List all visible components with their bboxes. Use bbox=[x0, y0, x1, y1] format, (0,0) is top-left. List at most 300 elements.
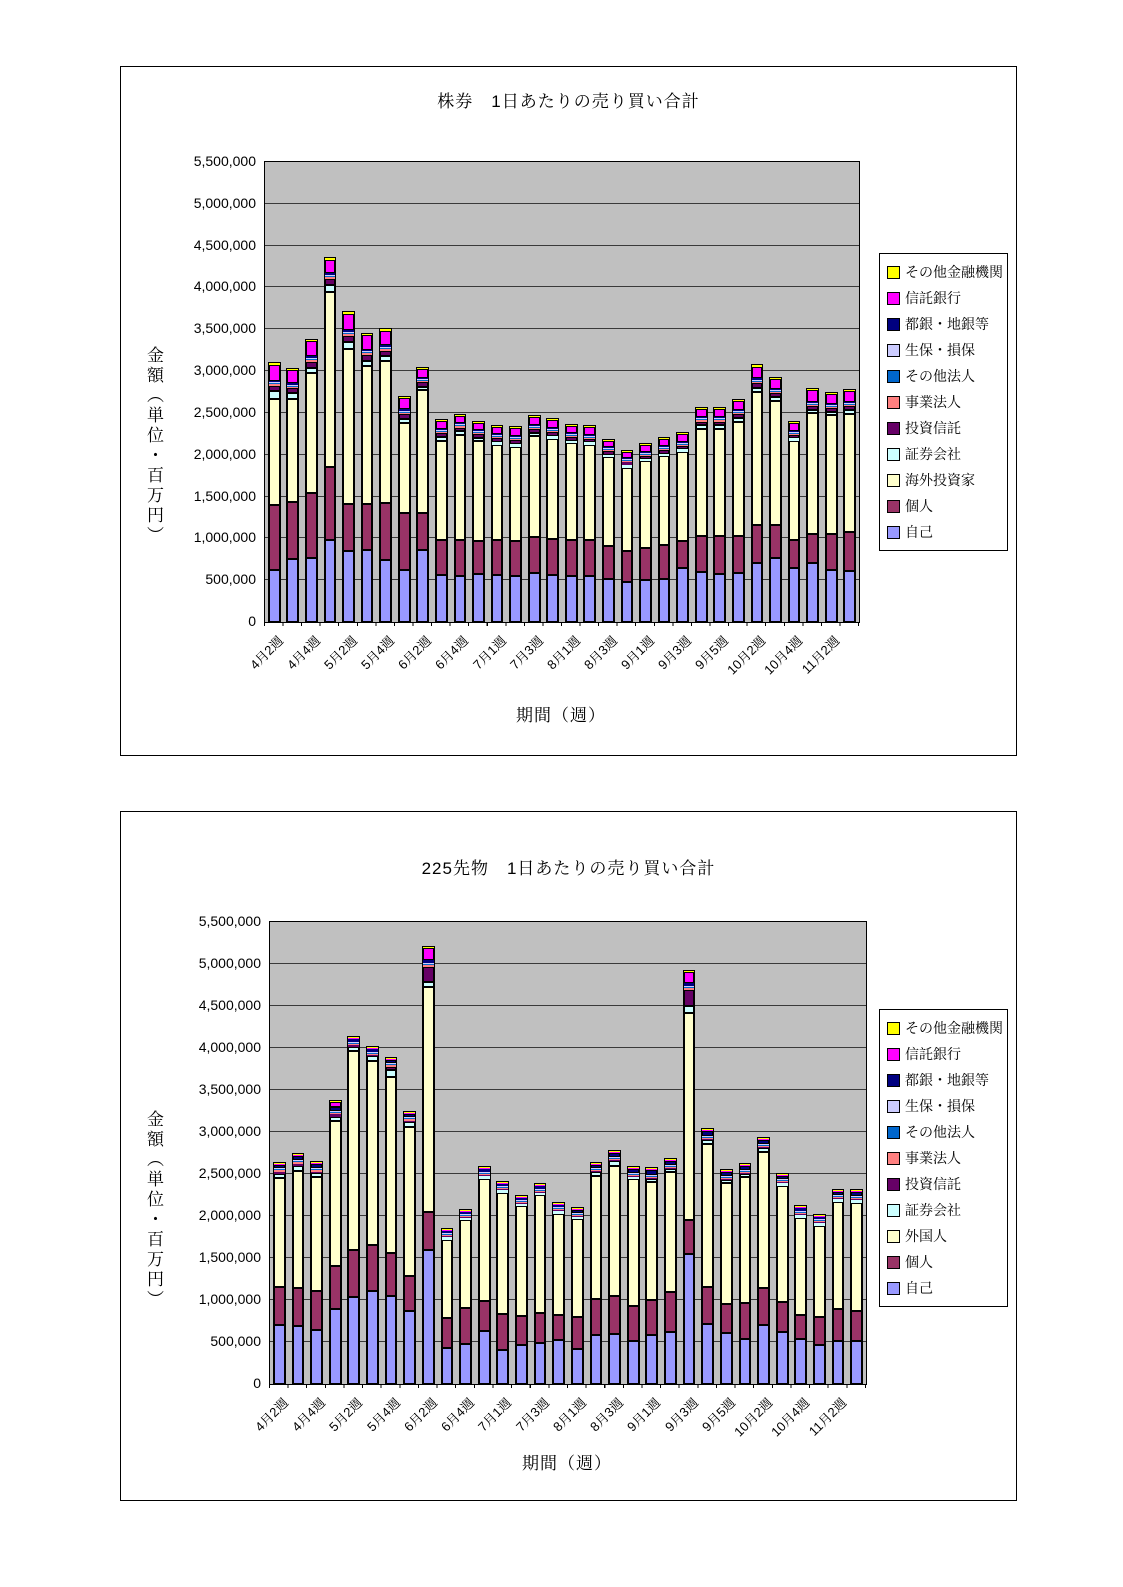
bar-slot bbox=[488, 162, 507, 622]
x-tick-label: 10月2週 bbox=[730, 1395, 776, 1440]
legend-swatch-icon bbox=[887, 1230, 900, 1243]
stacked-bar bbox=[777, 1174, 788, 1384]
y-tick-label: 0 bbox=[253, 1375, 261, 1391]
y-tick-label: 4,000,000 bbox=[198, 1039, 261, 1055]
bar-segment-外国人 bbox=[442, 1240, 453, 1319]
bar-segment-信託銀行 bbox=[714, 409, 725, 417]
x-tick-label: 4月4週 bbox=[289, 1395, 329, 1435]
y-tick-label: 3,500,000 bbox=[198, 1081, 261, 1097]
bar-slot bbox=[587, 922, 606, 1384]
bar-segment-外国人 bbox=[293, 1171, 304, 1289]
bar-segment-自己 bbox=[386, 1296, 397, 1384]
x-tick-label: 6月4週 bbox=[432, 633, 472, 673]
bar-slot bbox=[525, 162, 544, 622]
bar-segment-自己 bbox=[274, 1325, 285, 1384]
y-tick-label: 1,000,000 bbox=[198, 1291, 261, 1307]
bar-segment-個人 bbox=[274, 1287, 285, 1325]
y-tick-label: 500,000 bbox=[210, 1333, 261, 1349]
bar-segment-自己 bbox=[417, 550, 428, 622]
bar-segment-自己 bbox=[497, 1350, 508, 1384]
stacked-bar bbox=[436, 420, 447, 622]
bar-segment-自己 bbox=[529, 573, 540, 622]
bar-segment-信託銀行 bbox=[659, 439, 670, 446]
bar-segment-個人 bbox=[758, 1288, 769, 1325]
bar-segment-自己 bbox=[330, 1309, 341, 1384]
bar-slot bbox=[618, 162, 637, 622]
bar-segment-個人 bbox=[293, 1288, 304, 1326]
stacked-bar bbox=[646, 1168, 657, 1384]
bar-segment-外国人 bbox=[553, 1214, 564, 1316]
x-tick-label: 9月1週 bbox=[624, 1395, 664, 1435]
legend-item-信託銀行 bbox=[887, 285, 1003, 311]
stacked-bar bbox=[287, 369, 298, 622]
stacked-bar bbox=[696, 408, 707, 622]
bar-segment-自己 bbox=[572, 1349, 583, 1384]
bar-slot bbox=[736, 922, 755, 1384]
bar-segment-個人 bbox=[417, 513, 428, 550]
bar-segment-海外投資家 bbox=[789, 441, 800, 540]
x-tick-label: 4月4週 bbox=[283, 633, 324, 673]
bar-slot bbox=[376, 162, 395, 622]
bar-segment-外国人 bbox=[684, 1013, 695, 1220]
bar-slot bbox=[307, 922, 326, 1384]
stacked-bar bbox=[274, 1163, 285, 1385]
bar-slot bbox=[475, 922, 494, 1384]
legend-swatch-icon bbox=[887, 526, 900, 539]
legend-label: 証券会社 bbox=[905, 446, 961, 462]
bar-slot bbox=[643, 922, 662, 1384]
legend-item-投資信託 bbox=[887, 1171, 1003, 1197]
stacked-bar bbox=[343, 312, 354, 622]
bar-segment-海外投資家 bbox=[659, 456, 670, 545]
bar-segment-自己 bbox=[293, 1326, 304, 1384]
legend-item-生保・損保 bbox=[887, 337, 1003, 363]
bar-segment-自己 bbox=[460, 1344, 471, 1384]
bar-segment-信託銀行 bbox=[844, 391, 855, 402]
bar-segment-自己 bbox=[547, 575, 558, 622]
y-tick-label: 4,500,000 bbox=[198, 997, 261, 1013]
bar-segment-個人 bbox=[721, 1304, 732, 1333]
bar-segment-個人 bbox=[386, 1253, 397, 1296]
bar-segment-個人 bbox=[269, 505, 280, 570]
bar-segment-自己 bbox=[603, 579, 614, 622]
bar-segment-自己 bbox=[404, 1311, 415, 1384]
stacked-bar bbox=[460, 1210, 471, 1384]
stacked-bar bbox=[640, 444, 651, 622]
bar-segment-信託銀行 bbox=[677, 434, 688, 442]
bar-segment-信託銀行 bbox=[436, 421, 447, 428]
legend-swatch-icon bbox=[887, 1204, 900, 1217]
legend-label: 自己 bbox=[905, 524, 933, 540]
stacked-bar bbox=[702, 1129, 713, 1384]
legend-item-その他金融機関 bbox=[887, 1015, 1003, 1041]
bar-segment-自己 bbox=[553, 1340, 564, 1384]
bar-segment-個人 bbox=[752, 525, 763, 563]
bar-segment-外国人 bbox=[851, 1203, 862, 1311]
stacked-bar bbox=[510, 427, 521, 622]
bar-segment-信託銀行 bbox=[417, 369, 428, 378]
bar-segment-信託銀行 bbox=[362, 335, 373, 350]
x-tick-label: 10月2週 bbox=[724, 633, 769, 678]
legend-item-証券会社 bbox=[887, 441, 1003, 467]
bar-slot bbox=[766, 162, 785, 622]
bar-segment-信託銀行 bbox=[287, 370, 298, 383]
legend-item-証券会社 bbox=[887, 1197, 1003, 1223]
bar-slot bbox=[438, 922, 457, 1384]
legend-swatch-icon bbox=[887, 500, 900, 513]
bar-segment-信託銀行 bbox=[789, 423, 800, 431]
bar-segment-自己 bbox=[826, 570, 837, 622]
stacked-bar bbox=[758, 1138, 769, 1384]
y-tick-label: 2,500,000 bbox=[193, 403, 256, 420]
bar-segment-個人 bbox=[535, 1313, 546, 1342]
bar-segment-個人 bbox=[807, 534, 818, 563]
stacked-bar bbox=[473, 422, 484, 623]
bar-segment-海外投資家 bbox=[436, 441, 447, 541]
bar-slot bbox=[711, 162, 730, 622]
bar-segment-海外投資家 bbox=[510, 447, 521, 542]
stacked-bar bbox=[814, 1215, 825, 1384]
bar-slot bbox=[469, 162, 488, 622]
stacked-bar bbox=[362, 334, 373, 622]
y-tick-label: 3,000,000 bbox=[193, 362, 256, 379]
bar-slot bbox=[456, 922, 475, 1384]
x-tick-label: 10月4週 bbox=[761, 633, 806, 678]
bar-segment-海外投資家 bbox=[603, 457, 614, 546]
bar-segment-個人 bbox=[591, 1299, 602, 1335]
bar-segment-信託銀行 bbox=[603, 441, 614, 448]
legend-swatch-icon bbox=[887, 1256, 900, 1269]
bar-segment-個人 bbox=[826, 534, 837, 570]
stacked-bar bbox=[399, 397, 410, 622]
bar-segment-信託銀行 bbox=[733, 401, 744, 410]
bar-slot bbox=[636, 162, 655, 622]
stacked-bar bbox=[622, 451, 633, 622]
bar-segment-外国人 bbox=[348, 1051, 359, 1251]
bar-segment-個人 bbox=[423, 1212, 434, 1251]
bar-slot bbox=[543, 162, 562, 622]
stacked-bar bbox=[770, 378, 781, 622]
bar-slot bbox=[568, 922, 587, 1384]
bar-segment-個人 bbox=[455, 540, 466, 576]
bar-segment-個人 bbox=[814, 1317, 825, 1345]
stacked-bar bbox=[851, 1190, 862, 1384]
bar-segment-外国人 bbox=[777, 1186, 788, 1302]
bar-segment-海外投資家 bbox=[733, 422, 744, 536]
bar-segment-自己 bbox=[795, 1339, 806, 1384]
futures-plot-area bbox=[269, 921, 867, 1385]
legend-item-信託銀行 bbox=[887, 1041, 1003, 1067]
legend-item-自己 bbox=[887, 1275, 1003, 1301]
stacked-bar bbox=[455, 415, 466, 622]
y-tick-label: 4,000,000 bbox=[193, 278, 256, 295]
bar-segment-個人 bbox=[795, 1315, 806, 1339]
legend-label: その他法人 bbox=[905, 368, 975, 384]
futures-chart bbox=[120, 811, 1017, 1501]
bar-segment-個人 bbox=[442, 1318, 453, 1348]
legend-item-投資信託 bbox=[887, 415, 1003, 441]
stacked-bar bbox=[497, 1182, 508, 1384]
bar-segment-海外投資家 bbox=[473, 441, 484, 541]
bar-slot bbox=[400, 922, 419, 1384]
x-tick-label: 9月1週 bbox=[618, 633, 658, 673]
legend-item-個人 bbox=[887, 1249, 1003, 1275]
bar-slot bbox=[717, 922, 736, 1384]
stacked-bar bbox=[492, 426, 503, 622]
x-tick-label: 6月4週 bbox=[438, 1395, 478, 1435]
bar-segment-自己 bbox=[733, 573, 744, 622]
bar-segment-個人 bbox=[325, 467, 336, 540]
legend-swatch-icon bbox=[887, 396, 900, 409]
bar-segment-証券会社 bbox=[343, 342, 354, 350]
bar-segment-自己 bbox=[380, 560, 391, 622]
x-tick-label: 8月1週 bbox=[543, 633, 584, 673]
x-tick-label: 4月2週 bbox=[251, 1395, 292, 1435]
bar-segment-個人 bbox=[362, 504, 373, 550]
x-tick-label: 7月1週 bbox=[469, 633, 509, 673]
y-tick-label: 3,500,000 bbox=[193, 320, 256, 337]
bar-slot bbox=[512, 922, 531, 1384]
bar-segment-自己 bbox=[721, 1333, 732, 1384]
bar-segment-自己 bbox=[789, 568, 800, 622]
bar-slot bbox=[773, 922, 792, 1384]
bar-segment-個人 bbox=[460, 1308, 471, 1344]
bar-segment-海外投資家 bbox=[807, 413, 818, 534]
legend-swatch-icon bbox=[887, 344, 900, 357]
y-tick-label: 4,500,000 bbox=[193, 236, 256, 253]
legend-item-自己 bbox=[887, 519, 1003, 545]
bar-segment-個人 bbox=[833, 1309, 844, 1341]
bar-segment-外国人 bbox=[367, 1061, 378, 1246]
bar-slot bbox=[624, 922, 643, 1384]
x-tick-label: 5月2週 bbox=[321, 633, 361, 673]
bar-segment-信託銀行 bbox=[529, 417, 540, 425]
x-tick-label: 9月5週 bbox=[692, 633, 732, 673]
legend-item-生保・損保 bbox=[887, 1093, 1003, 1119]
bar-segment-自己 bbox=[287, 559, 298, 622]
bar-slot bbox=[549, 922, 568, 1384]
bar-segment-外国人 bbox=[814, 1226, 825, 1318]
bar-segment-個人 bbox=[436, 540, 447, 575]
bar-slot bbox=[822, 162, 841, 622]
bar-segment-自己 bbox=[584, 576, 595, 622]
legend-swatch-icon bbox=[887, 318, 900, 331]
stock-legend bbox=[879, 253, 1008, 551]
bar-slot bbox=[345, 922, 364, 1384]
bar-segment-信託銀行 bbox=[380, 331, 391, 345]
bar-segment-投資信託 bbox=[684, 990, 695, 1006]
bar-segment-外国人 bbox=[311, 1177, 322, 1290]
bar-segment-個人 bbox=[553, 1315, 564, 1340]
bar-segment-信託銀行 bbox=[826, 394, 837, 404]
bar-segment-海外投資家 bbox=[306, 373, 317, 493]
bar-segment-外国人 bbox=[628, 1179, 639, 1306]
bar-slot bbox=[321, 162, 340, 622]
bar-segment-個人 bbox=[311, 1291, 322, 1330]
bar-segment-海外投資家 bbox=[362, 366, 373, 504]
bar-segment-個人 bbox=[677, 541, 688, 569]
bar-segment-個人 bbox=[622, 551, 633, 582]
bar-segment-自己 bbox=[591, 1335, 602, 1384]
legend-swatch-icon bbox=[887, 370, 900, 383]
bar-segment-自己 bbox=[851, 1341, 862, 1384]
bar-segment-個人 bbox=[348, 1250, 359, 1297]
bar-segment-個人 bbox=[714, 536, 725, 574]
bar-segment-個人 bbox=[659, 545, 670, 578]
legend-item-その他法人 bbox=[887, 363, 1003, 389]
bar-segment-個人 bbox=[844, 532, 855, 571]
legend-swatch-icon bbox=[887, 292, 900, 305]
bar-slot bbox=[451, 162, 470, 622]
bars-row bbox=[265, 162, 859, 622]
legend-label: その他金融機関 bbox=[905, 1020, 1003, 1036]
bar-segment-個人 bbox=[367, 1245, 378, 1290]
legend-item-その他金融機関 bbox=[887, 259, 1003, 285]
bar-segment-外国人 bbox=[274, 1178, 285, 1287]
bar-segment-海外投資家 bbox=[325, 292, 336, 468]
stacked-bar bbox=[833, 1190, 844, 1384]
bar-segment-個人 bbox=[628, 1306, 639, 1341]
stacked-bar bbox=[404, 1112, 415, 1384]
bar-slot bbox=[803, 162, 822, 622]
bar-segment-自己 bbox=[752, 563, 763, 622]
bar-slot bbox=[562, 162, 581, 622]
bar-slot bbox=[270, 922, 289, 1384]
bar-segment-海外投資家 bbox=[399, 423, 410, 513]
legend-item-その他法人 bbox=[887, 1119, 1003, 1145]
y-tick-label: 5,500,000 bbox=[193, 153, 256, 169]
legend-label: 生保・損保 bbox=[905, 342, 975, 358]
stacked-bar bbox=[807, 389, 818, 622]
bar-segment-個人 bbox=[696, 536, 707, 572]
bar-segment-海外投資家 bbox=[844, 414, 855, 532]
bar-segment-海外投資家 bbox=[622, 468, 633, 552]
bar-segment-個人 bbox=[380, 503, 391, 560]
bar-segment-信託銀行 bbox=[269, 365, 280, 380]
bar-segment-信託銀行 bbox=[547, 420, 558, 428]
bar-segment-信託銀行 bbox=[770, 379, 781, 389]
bar-segment-外国人 bbox=[721, 1183, 732, 1304]
stacked-bar bbox=[479, 1167, 490, 1384]
legend-swatch-icon bbox=[887, 474, 900, 487]
stock-y-axis-title: 金額（単位・百万円） bbox=[144, 346, 163, 546]
stacked-bar bbox=[442, 1229, 453, 1384]
legend-swatch-icon bbox=[887, 1074, 900, 1087]
bar-segment-外国人 bbox=[646, 1182, 657, 1300]
x-tick-label: 9月3週 bbox=[661, 1395, 701, 1435]
legend-label: 個人 bbox=[905, 498, 933, 514]
bar-segment-自己 bbox=[777, 1332, 788, 1385]
x-tick-label: 11月2週 bbox=[799, 633, 843, 677]
bar-segment-信託銀行 bbox=[306, 341, 317, 356]
x-tick-label: 7月3週 bbox=[506, 633, 546, 673]
bar-segment-自己 bbox=[740, 1339, 751, 1384]
bar-segment-海外投資家 bbox=[826, 415, 837, 534]
bar-segment-自己 bbox=[702, 1324, 713, 1384]
legend-label: 信託銀行 bbox=[905, 1046, 961, 1062]
bar-segment-自己 bbox=[566, 576, 577, 622]
bar-slot bbox=[414, 162, 433, 622]
bar-segment-自己 bbox=[442, 1348, 453, 1384]
y-tick-label: 5,500,000 bbox=[198, 913, 261, 929]
stacked-bar bbox=[795, 1206, 806, 1384]
futures-legend bbox=[879, 1009, 1008, 1307]
bar-segment-自己 bbox=[622, 582, 633, 622]
stacked-bar bbox=[740, 1164, 751, 1384]
legend-item-海外投資家 bbox=[887, 467, 1003, 493]
bar-segment-信託銀行 bbox=[640, 445, 651, 452]
x-tick-label: 5月2週 bbox=[326, 1395, 366, 1435]
bar-slot bbox=[792, 922, 811, 1384]
legend-label: 自己 bbox=[905, 1280, 933, 1296]
bar-segment-自己 bbox=[325, 540, 336, 622]
legend-swatch-icon bbox=[887, 1022, 900, 1035]
bar-segment-信託銀行 bbox=[455, 416, 466, 424]
legend-swatch-icon bbox=[887, 266, 900, 279]
futures-chart-title: 225先物 1日あたりの売り買い合計 bbox=[421, 859, 716, 878]
legend-label: 海外投資家 bbox=[905, 472, 975, 488]
bar-segment-海外投資家 bbox=[584, 445, 595, 540]
bar-segment-証券会社 bbox=[684, 1006, 695, 1013]
bar-segment-個人 bbox=[510, 541, 521, 576]
bar-slot bbox=[358, 162, 377, 622]
legend-label: 信託銀行 bbox=[905, 290, 961, 306]
stacked-bar bbox=[547, 419, 558, 622]
bar-slot bbox=[840, 162, 859, 622]
stacked-bar bbox=[665, 1159, 676, 1384]
legend-item-都銀・地銀等 bbox=[887, 311, 1003, 337]
stacked-bar bbox=[529, 416, 540, 622]
bar-segment-海外投資家 bbox=[770, 401, 781, 525]
bar-segment-自己 bbox=[696, 572, 707, 622]
bar-slot bbox=[363, 922, 382, 1384]
legend-item-事業法人 bbox=[887, 389, 1003, 415]
bar-segment-個人 bbox=[497, 1314, 508, 1350]
bar-segment-外国人 bbox=[833, 1202, 844, 1309]
bar-segment-自己 bbox=[492, 575, 503, 622]
bar-segment-自己 bbox=[367, 1291, 378, 1384]
bar-segment-個人 bbox=[777, 1302, 788, 1331]
y-tick-label: 1,500,000 bbox=[198, 1249, 261, 1265]
legend-swatch-icon bbox=[887, 1100, 900, 1113]
bar-segment-個人 bbox=[640, 548, 651, 580]
bar-slot bbox=[302, 162, 321, 622]
x-tick-label: 10月4週 bbox=[768, 1395, 813, 1440]
legend-swatch-icon bbox=[887, 448, 900, 461]
bar-segment-信託銀行 bbox=[492, 427, 503, 434]
legend-label: 都銀・地銀等 bbox=[905, 1072, 989, 1088]
stacked-bar bbox=[367, 1047, 378, 1384]
legend-item-事業法人 bbox=[887, 1145, 1003, 1171]
x-tick-label: 6月2週 bbox=[400, 1395, 441, 1435]
bars-row bbox=[270, 922, 866, 1384]
bar-segment-個人 bbox=[665, 1292, 676, 1333]
x-axis-ticks bbox=[269, 1384, 866, 1388]
bar-segment-自己 bbox=[306, 558, 317, 622]
futures-y-axis-title: 金額（単位・百万円） bbox=[144, 1110, 163, 1310]
bar-slot bbox=[729, 162, 748, 622]
bar-segment-海外投資家 bbox=[492, 445, 503, 540]
x-tick-label: 7月3週 bbox=[512, 1395, 552, 1435]
bar-segment-個人 bbox=[287, 502, 298, 560]
legend-swatch-icon bbox=[887, 1178, 900, 1191]
bar-segment-外国人 bbox=[665, 1172, 676, 1291]
bar-segment-信託銀行 bbox=[343, 314, 354, 330]
legend-swatch-icon bbox=[887, 1126, 900, 1139]
stock-chart-title: 株券 1日あたりの売り買い合計 bbox=[437, 92, 700, 111]
legend-label: 生保・損保 bbox=[905, 1098, 975, 1114]
bar-segment-信託銀行 bbox=[399, 398, 410, 409]
